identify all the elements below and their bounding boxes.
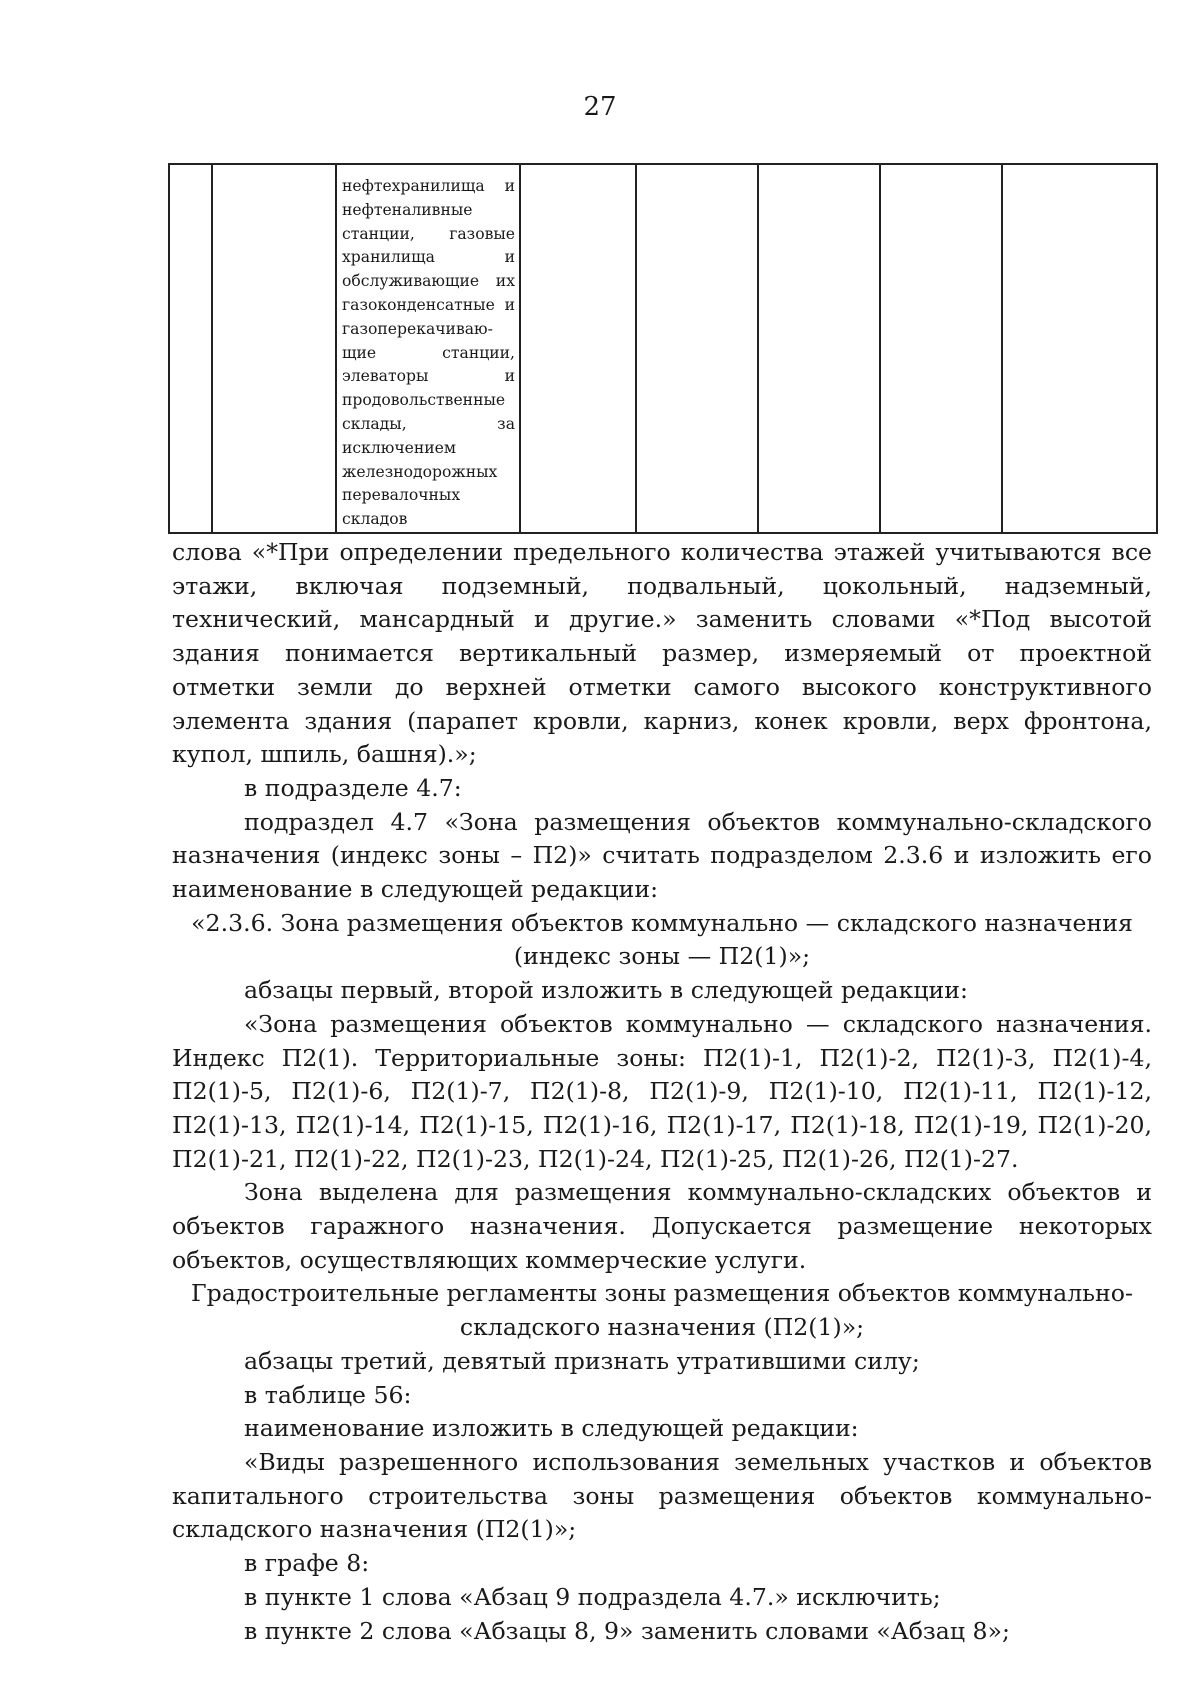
paragraph-table-56: в таблице 56: bbox=[244, 1380, 412, 1409]
table-cell-line: станции, газовые bbox=[342, 224, 515, 243]
table-cell-3 bbox=[336, 164, 520, 533]
table-cell-text bbox=[337, 165, 519, 532]
table-cell-6 bbox=[758, 164, 880, 533]
paragraph-new-title: «2.3.6. Зона размещения объектов коммунально — складского назначения (индекс зоны — П2(1)»; bbox=[191, 908, 1133, 971]
table-cell-line: продовольственные bbox=[342, 391, 506, 410]
table-cell-line: щие станции, bbox=[342, 343, 515, 362]
paragraph-item-2: в пункте 2 слова «Абзацы 8, 9» заменить словами «Абзац 8»; bbox=[244, 1616, 1010, 1645]
table-cell-4 bbox=[520, 164, 636, 533]
table-cell-8 bbox=[1002, 164, 1157, 533]
paragraph-zone-purpose: Зона выделена для размещения коммунально-складских объектов и объектов гаражного назначения. Допускается размещение некоторых объектов, осуществляющих коммерческие услуги. bbox=[172, 1178, 1152, 1274]
paragraph-name-edit: наименование изложить в следующей редакции: bbox=[244, 1414, 859, 1443]
table-cell-line: железнодорожных bbox=[342, 462, 498, 481]
table-cell-line: газоконденсатные и bbox=[342, 295, 515, 314]
paragraph-replace-words: слова «*При определении предельного количества этажей учитываются все этажи, включая подземный, подвальный, цокольный, надземный, технический, мансардный и другие.» заменить словами «*Под высотой здания понимается вертикальный размер, измеряемый от проектной отметки земли до верхней отметки самого высокого конструктивного элемента здания (парапет кровли, карниз, конек кровли, верх фронтона, купол, шпиль, башня).»; bbox=[172, 538, 1152, 769]
paragraph-first-second: абзацы первый, второй изложить в следующей редакции: bbox=[244, 976, 968, 1005]
table-cell-line: нефтеналивные bbox=[342, 200, 473, 219]
table-cell-2 bbox=[212, 164, 336, 533]
paragraph-third-ninth: абзацы третий, девятый признать утратившими силу; bbox=[244, 1346, 920, 1375]
table-cell-line: перевалочных bbox=[342, 486, 461, 505]
table-cell-line: элеваторы и bbox=[342, 367, 515, 386]
table-cell-line: складов bbox=[342, 510, 408, 529]
paragraph-subsection-rename: подраздел 4.7 «Зона размещения объектов коммунально-складского назначения (индекс зоны – П2)» считать подразделом 2.3.6 и изложить его наименование в следующей редакции: bbox=[172, 807, 1152, 904]
paragraph-regulations-title: Градостроительные регламенты зоны размещения объектов коммунально-складского назначения (П2(1)»; bbox=[191, 1279, 1133, 1342]
document-body bbox=[172, 536, 1152, 1648]
table-cell-line: обслуживающие их bbox=[342, 272, 515, 291]
table-cell-line: исключением bbox=[342, 438, 457, 457]
paragraph-zone-index: «Зона размещения объектов коммунально — складского назначения. Индекс П2(1). Территориальные зоны: П2(1)-1, П2(1)-2, П2(1)-3, П2(1)-4, П2(1)-5, П2(1)-6, П2(1)-7, П2(1)-8, П2(1)-9, П2(1)-10, П2(1)-11, П2(1)-12, П2(1)-13, П2(1)-14, П2(1)-15, П2(1)-16, П2(1)-17, П2(1)-18, П2(1)-19, П2(1)-20, П2(1)-21, П2(1)-22, П2(1)-23, П2(1)-24, П2(1)-25, П2(1)-26, П2(1)-27. bbox=[172, 1009, 1152, 1173]
paragraph-item-1: в пункте 1 слова «Абзац 9 подраздела 4.7.» исключить; bbox=[244, 1582, 941, 1611]
table-cell-line: газоперекачиваю- bbox=[342, 319, 493, 338]
table-row bbox=[169, 164, 1157, 533]
table-cell-line: склады, за bbox=[342, 414, 515, 433]
table-cell-5 bbox=[636, 164, 758, 533]
page-number: 27 bbox=[583, 92, 617, 122]
paragraph-types-of-use: «Виды разрешенного использования земельных участков и объектов капитального строительства зоны размещения объектов коммунально-складского назначения (П2(1)»; bbox=[172, 1447, 1152, 1544]
table-cell-1 bbox=[169, 164, 212, 533]
paragraph-column-8: в графе 8: bbox=[244, 1549, 370, 1578]
table-cell-line: хранилища и bbox=[342, 248, 515, 267]
table-cell-line: нефтехранилища и bbox=[342, 177, 515, 195]
paragraph-subsection-47: в подразделе 4.7: bbox=[244, 773, 462, 802]
continuation-table bbox=[168, 163, 1158, 534]
table-cell-7 bbox=[880, 164, 1002, 533]
